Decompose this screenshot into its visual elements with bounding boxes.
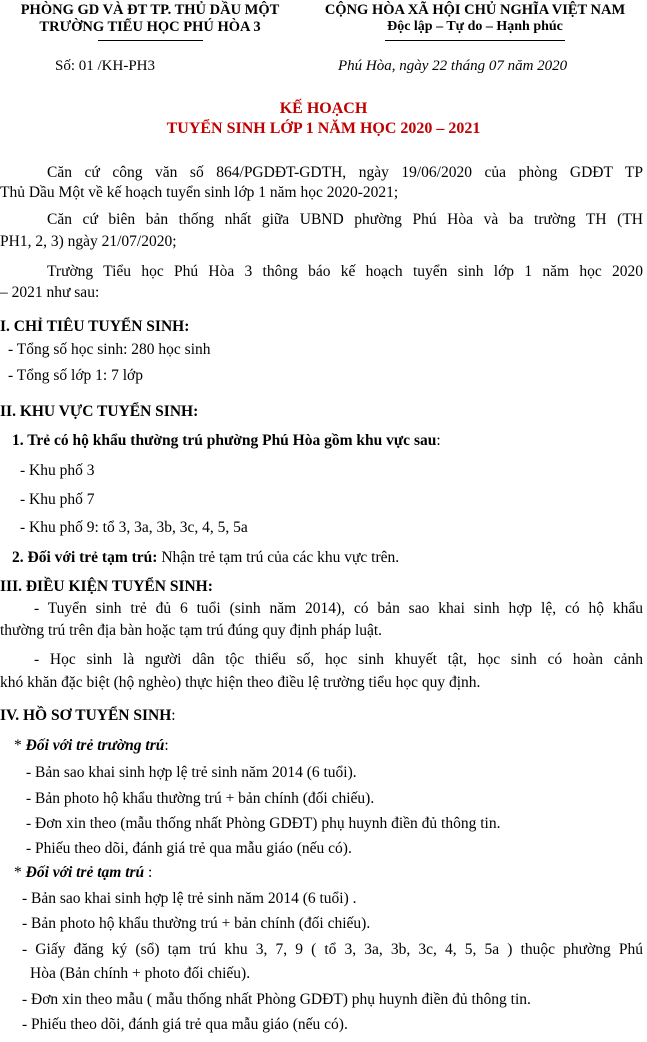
section4-heading-label: IV. HỒ SƠ TUYỂN SINH <box>0 707 172 724</box>
national-motto: Độc lập – Tự do – Hạnh phúc <box>387 19 563 35</box>
group2-item-tracking: - Phiếu theo dõi, đánh giá trẻ qua mẫu giáo (nếu có). <box>22 1016 348 1033</box>
intro-p1-line1: Căn cứ công văn số 864/PGDĐT-GDTH, ngày 19/06/2020 của phòng GDĐT TP <box>47 164 643 181</box>
section1-item-classes: - Tổng số lớp 1: 7 lớp <box>8 367 143 384</box>
group1-item-application: - Đơn xin theo (mẫu thống nhất Phòng GDĐT) phụ huynh điền đủ thông tin. <box>26 815 501 832</box>
section3-p2-line2: khó khăn đặc biệt (hộ nghèo) thực hiện theo điều lệ trường tiểu học quy định. <box>0 674 481 691</box>
area-item-9: - Khu phố 9: tổ 3, 3a, 3b, 3c, 4, 5, 5a <box>20 519 248 536</box>
section4-heading <box>0 707 176 725</box>
national-name: CỘNG HÒA XÃ HỘI CHỦ NGHĨA VIỆT NAM <box>324 2 626 18</box>
document-number: Số: 01 /KH-PH3 <box>55 58 156 74</box>
document-subtitle: TUYỂN SINH LỚP 1 NĂM HỌC 2020 – 2021 <box>166 120 481 137</box>
group2-item-residence-line2: Hòa (Bản chính + photo đối chiếu). <box>30 965 251 982</box>
group2-item-household: - Bản photo hộ khẩu thường trú + bản chính (đối chiếu). <box>22 915 371 932</box>
intro-p3-line1: Trường Tiểu học Phú Hòa 3 thông báo kế hoạch tuyển sinh lớp 1 năm học 2020 <box>47 263 643 280</box>
section2-heading: II. KHU VỰC TUYỂN SINH: <box>0 403 199 420</box>
section3-p1-line1: - Tuyển sinh trẻ đủ 6 tuổi (sinh năm 2014), có bản sao khai sinh hợp lệ, có hộ khẩu <box>34 600 643 617</box>
group1-item-birth-cert: - Bản sao khai sinh hợp lệ trẻ sinh năm 2014 (6 tuổi). <box>26 764 357 781</box>
issuer-block <box>0 2 300 37</box>
group2-star: * <box>14 864 26 881</box>
issuer-department: PHÒNG GD VÀ ĐT TP. THỦ DẦU MỘT <box>20 2 280 18</box>
section2-sub2 <box>12 549 399 567</box>
intro-p1-line2: Thủ Dầu Một về kế hoạch tuyển sinh lớp 1 năm học 2020-2021; <box>0 184 399 201</box>
group2-colon: : <box>144 864 153 881</box>
section4-heading-colon: : <box>171 707 176 724</box>
section2-sub2-text: Nhận trẻ tạm trú của các khu vực trên. <box>157 549 400 566</box>
group1-item-household: - Bản photo hộ khẩu thường trú + bản chính (đối chiếu). <box>26 790 375 807</box>
area-item-3: - Khu phố 3 <box>20 462 95 479</box>
section1-item-students: - Tổng số học sinh: 280 học sinh <box>8 341 211 358</box>
section2-sub1-label: 1. Trẻ có hộ khẩu thường trú phường Phú Hòa gồm khu vực sau <box>12 432 437 449</box>
group1-colon: : <box>164 737 169 754</box>
group2-label: Đối với trẻ tạm trú <box>25 864 145 881</box>
section2-sub1-colon: : <box>436 432 441 449</box>
intro-p3-line2: – 2021 như sau: <box>0 284 100 301</box>
group2-item-application: - Đơn xin theo mẫu ( mẫu thống nhất Phòng GDĐT) phụ huynh điền đủ thông tin. <box>22 991 531 1008</box>
section3-heading: III. ĐIỀU KIỆN TUYỂN SINH: <box>0 578 213 595</box>
section4-group1 <box>14 737 169 755</box>
section4-group2 <box>14 864 152 882</box>
section3-p2-line1: - Học sinh là người dân tộc thiểu số, học sinh khuyết tật, học sinh có hoàn cảnh <box>34 651 643 668</box>
intro-p2-line1: Căn cứ biên bản thống nhất giữa UBND phường Phú Hòa và ba trường TH (TH <box>47 211 643 228</box>
section2-sub1 <box>12 432 441 450</box>
motto-underline <box>385 40 565 41</box>
group2-item-birth-cert: - Bản sao khai sinh hợp lệ trẻ sinh năm 2014 (6 tuổi) . <box>22 890 357 907</box>
group2-item-residence-line1: - Giấy đăng ký (sổ) tạm trú khu 3, 7, 9 ( tổ 3, 3a, 3b, 3c, 4, 5, 5a ) thuộc phường Phú <box>22 941 643 958</box>
section2-sub2-label: 2. Đối với trẻ tạm trú: <box>12 549 158 566</box>
group1-label: Đối với trẻ trường trú <box>25 737 165 754</box>
area-item-7: - Khu phố 7 <box>20 491 95 508</box>
intro-p2-line2: PH1, 2, 3) ngày 21/07/2020; <box>0 233 177 250</box>
group1-item-tracking: - Phiếu theo dõi, đánh giá trẻ qua mẫu giáo (nếu có). <box>26 840 352 857</box>
place-date: Phú Hòa, ngày 22 tháng 07 năm 2020 <box>338 58 568 74</box>
issuer-school: TRƯỜNG TIỂU HỌC PHÚ HÒA 3 <box>39 19 261 36</box>
issuer-underline <box>98 40 203 41</box>
section1-heading: I. CHỈ TIÊU TUYỂN SINH: <box>0 318 190 335</box>
group1-star: * <box>14 737 26 754</box>
section3-p1-line2: thường trú trên địa bàn hoặc tạm trú đúng quy định pháp luật. <box>0 622 383 639</box>
document-title: KẾ HOẠCH <box>279 100 368 117</box>
national-header <box>303 2 647 36</box>
